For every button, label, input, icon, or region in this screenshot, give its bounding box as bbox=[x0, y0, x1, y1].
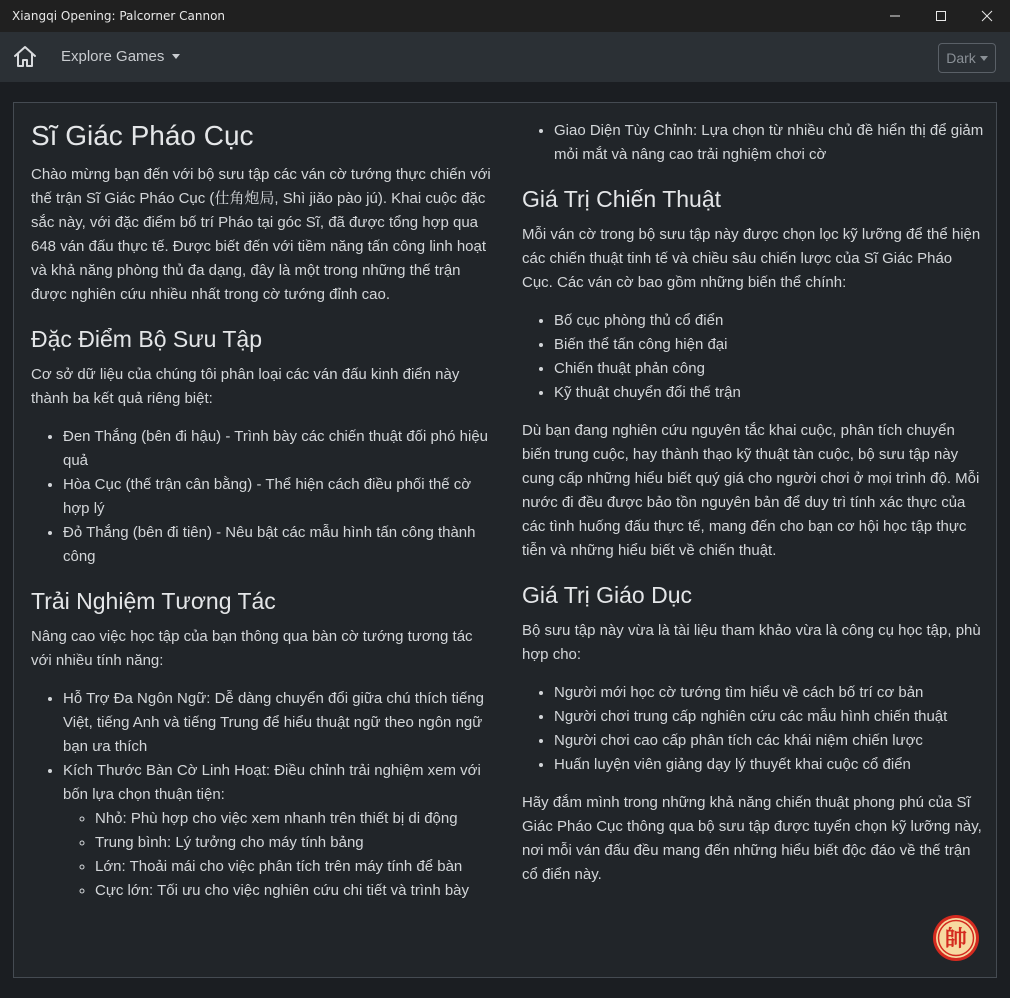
education-text: Bộ sưu tập này vừa là tài liệu tham khảo vừa là công cụ học tập, phù hợp cho: bbox=[522, 622, 981, 663]
list-item: • Người mới học cờ tướng tìm hiểu về cách bố trí cơ bản bbox=[554, 681, 984, 705]
chevron-down-icon bbox=[980, 56, 988, 61]
list-item-text: Kích Thước Bàn Cờ Linh Hoạt: Điều chỉnh trải nghiệm xem với bốn lựa chọn thuận tiện: bbox=[63, 762, 481, 803]
page-title: Sĩ Giác Pháo Cục bbox=[31, 120, 254, 151]
maximize-button[interactable] bbox=[918, 0, 964, 32]
list-item: • Chiến thuật phản công bbox=[554, 357, 984, 381]
tactical-text: Mỗi ván cờ trong bộ sưu tập này được chọn lọc kỹ lưỡng để thể hiện các chiến thuật tinh tế và chiều sâu chiến lược của Sĩ Giác Pháo Cục. Các ván cờ bao gồm những biến thể chính: bbox=[522, 226, 981, 291]
xiangqi-general-badge-icon[interactable] bbox=[932, 914, 980, 962]
theme-dropdown[interactable] bbox=[938, 43, 996, 73]
list-item: • Đỏ Thắng (bên đi tiên) - Nêu bật các mẫu hình tấn công thành công bbox=[63, 521, 491, 569]
education-list bbox=[522, 681, 984, 777]
explore-games-dropdown[interactable] bbox=[61, 48, 180, 65]
features-list-continued bbox=[522, 119, 984, 167]
list-item: ◦ Trung bình: Lý tưởng cho máy tính bảng bbox=[95, 831, 491, 855]
list-item: • Người chơi trung cấp nghiên cứu các mẫu hình chiến thuật bbox=[554, 705, 984, 729]
list-item: • Người chơi cao cấp phân tích các khái niệm chiến lược bbox=[554, 729, 984, 753]
home-button[interactable] bbox=[12, 44, 38, 70]
chevron-down-icon bbox=[172, 54, 180, 59]
maximize-icon bbox=[935, 10, 947, 22]
explore-games-label: Explore Games bbox=[61, 48, 165, 65]
window-titlebar bbox=[0, 0, 1010, 32]
interactive-text: Nâng cao việc học tập của bạn thông qua bàn cờ tướng tương tác với nhiều tính năng: bbox=[31, 628, 473, 669]
window-title: Xiangqi Opening: Palcorner Cannon bbox=[12, 9, 226, 23]
close-icon bbox=[981, 10, 993, 22]
closing-paragraph: Hãy đắm mình trong những khả năng chiến thuật phong phú của Sĩ Giác Pháo Cục thông qua bộ sưu tập được tuyển chọn kỹ lưỡng này, nơi mỗi ván đấu đều mang đến những hiểu biết độc đáo về thế trận cổ điển này. bbox=[522, 794, 982, 883]
collection-heading: Đặc Điểm Bộ Sưu Tập bbox=[31, 326, 263, 352]
list-item: • Hòa Cục (thế trận cân bằng) - Thể hiện cách điều phối thế cờ hợp lý bbox=[63, 473, 491, 521]
navbar bbox=[0, 32, 1010, 82]
list-item bbox=[63, 759, 491, 903]
interactive-heading: Trải Nghiệm Tương Tác bbox=[31, 588, 276, 614]
list-item: • Giao Diện Tùy Chỉnh: Lựa chọn từ nhiều chủ đề hiển thị để giảm mỏi mắt và nâng cao trải nghiệm chơi cờ bbox=[554, 119, 984, 167]
list-item: • Hỗ Trợ Đa Ngôn Ngữ: Dễ dàng chuyển đổi giữa chú thích tiếng Việt, tiếng Anh và tiếng Trung để hiểu thuật ngữ theo ngôn ngữ bạn ưa thích bbox=[63, 687, 491, 759]
general-piece-icon bbox=[932, 914, 980, 962]
home-icon bbox=[12, 44, 38, 70]
left-column bbox=[31, 103, 491, 917]
list-item: • Bố cục phòng thủ cổ điển bbox=[554, 309, 984, 333]
badge-glyph: 帥 bbox=[944, 927, 968, 952]
board-size-list bbox=[63, 807, 491, 903]
theme-label: Dark bbox=[946, 50, 976, 66]
list-item: • Biến thể tấn công hiện đại bbox=[554, 333, 984, 357]
list-item: • Huấn luyện viên giảng dạy lý thuyết khai cuộc cổ điển bbox=[554, 753, 984, 777]
close-button[interactable] bbox=[964, 0, 1010, 32]
tactical-list bbox=[522, 309, 984, 405]
list-item: ◦ Nhỏ: Phù hợp cho việc xem nhanh trên thiết bị di động bbox=[95, 807, 491, 831]
intro-paragraph: Chào mừng bạn đến với bộ sưu tập các ván cờ tướng thực chiến với thế trận Sĩ Giác Pháo Cục (仕角炮局, Shì jiǎo pào jú). Khai cuộc đặc sắc này, với đặc điểm bố trí Pháo tại góc Sĩ, đã được tổng hợp qua 648 ván đấu thực tế. Được biết đến với tiềm năng tấn công linh hoạt và khả năng phòng thủ đa dạng, đây là một trong những thế trận được nghiên cứu nhiều nhất trong cờ tướng đỉnh cao. bbox=[31, 166, 491, 303]
features-list bbox=[31, 687, 491, 903]
list-item: • Kỹ thuật chuyển đổi thế trận bbox=[554, 381, 984, 405]
minimize-icon bbox=[889, 10, 901, 22]
collection-text: Cơ sở dữ liệu của chúng tôi phân loại các ván đấu kinh điển này thành ba kết quả riêng biệt: bbox=[31, 366, 460, 407]
list-item: ◦ Lớn: Thoải mái cho việc phân tích trên máy tính để bàn bbox=[95, 855, 491, 879]
right-column bbox=[522, 103, 984, 901]
education-heading: Giá Trị Giáo Dục bbox=[522, 582, 692, 608]
minimize-button[interactable] bbox=[872, 0, 918, 32]
list-item: ◦ Cực lớn: Tối ưu cho việc nghiên cứu chi tiết và trình bày bbox=[95, 879, 491, 903]
list-item: • Đen Thắng (bên đi hậu) - Trình bày các chiến thuật đối phó hiệu quả bbox=[63, 425, 491, 473]
tactical-heading: Giá Trị Chiến Thuật bbox=[522, 186, 722, 212]
tactical-text-2: Dù bạn đang nghiên cứu nguyên tắc khai cuộc, phân tích chuyển biến trung cuộc, hay thành thạo kỹ thuật tàn cuộc, bộ sưu tập này cung cấp những hiểu biết quý giá cho người chơi ở mọi trình độ. Mỗi nước đi đều được bảo tồn nguyên bản để duy trì tính xác thực của các tình huống đấu thực tế, mang đến cho bạn cơ hội học tập thực tiễn và những hiểu biết về chiến thuật. bbox=[522, 422, 980, 559]
content-panel bbox=[13, 102, 997, 978]
collection-list bbox=[31, 425, 491, 569]
